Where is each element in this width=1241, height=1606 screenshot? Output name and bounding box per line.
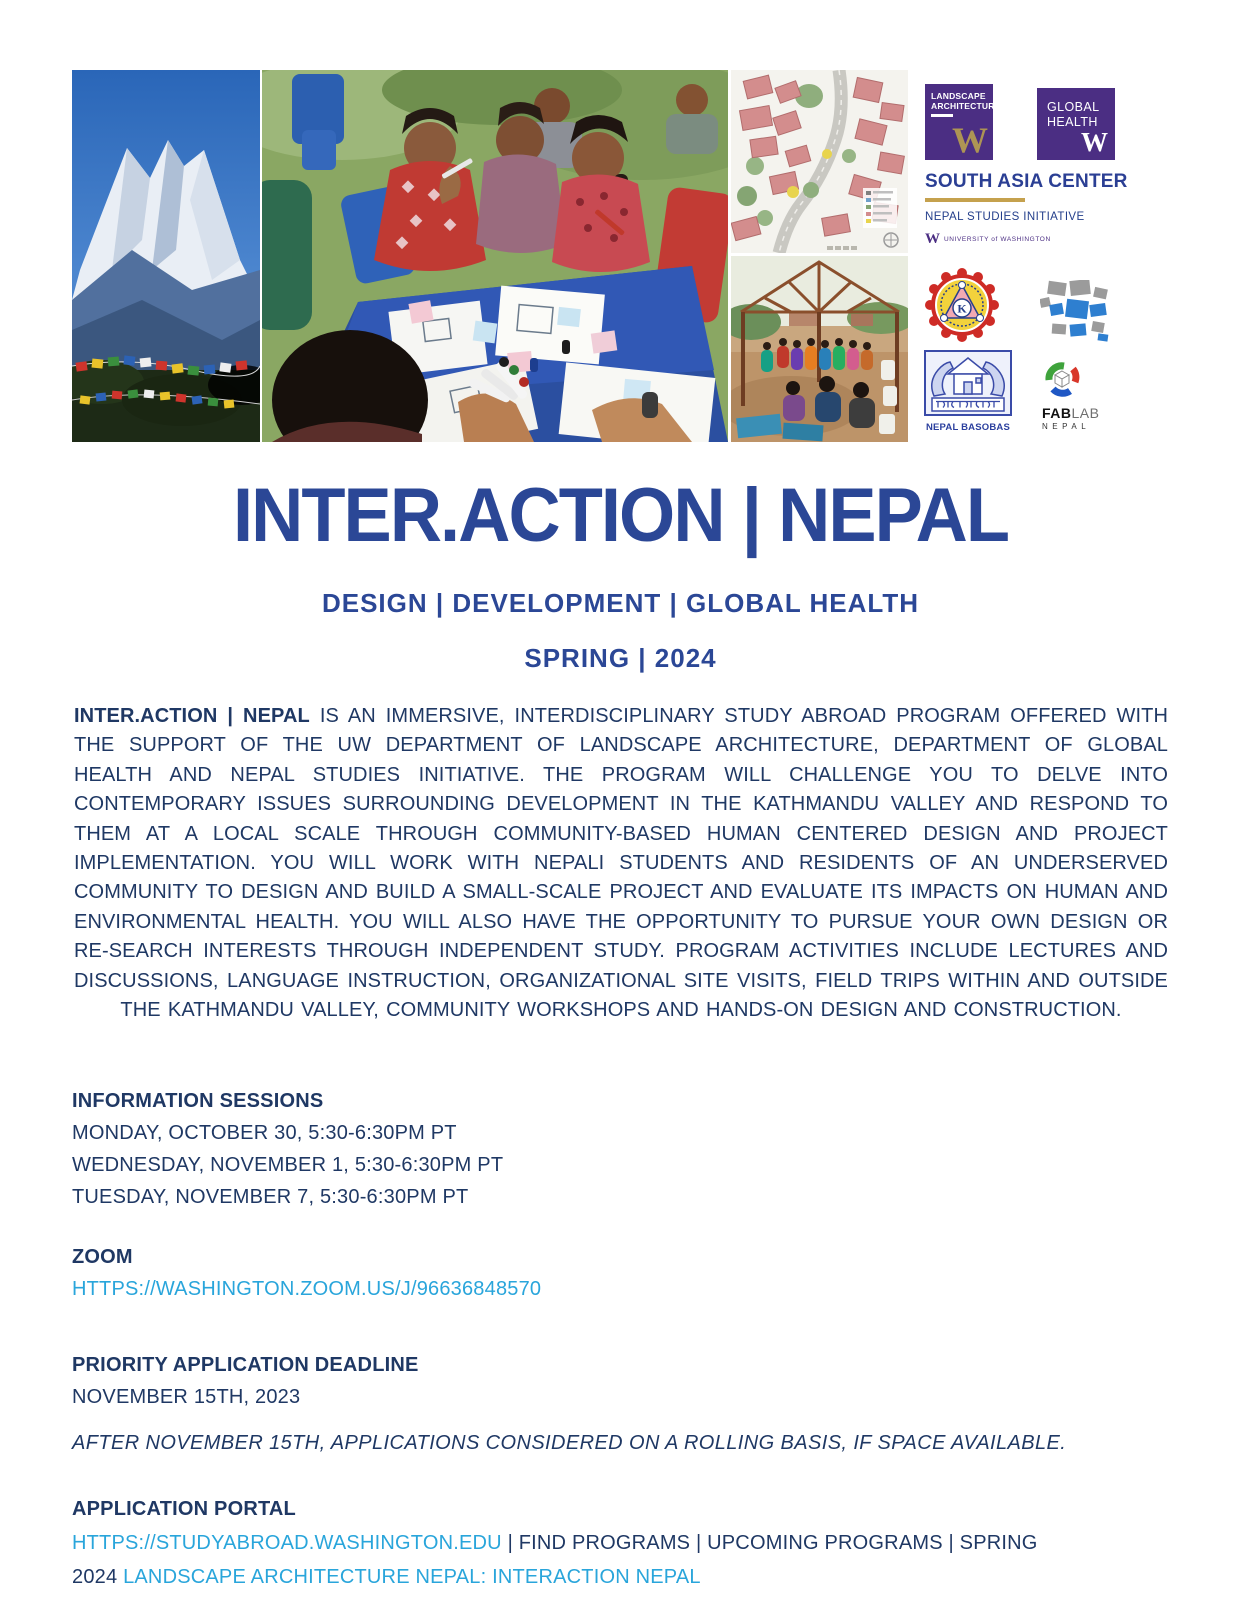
information-sessions-heading: INFORMATION SESSIONS <box>72 1090 324 1112</box>
portal-line-1 <box>72 1526 1038 1560</box>
zoom-link[interactable]: HTTPS://WASHINGTON.ZOOM.US/J/96636848570 <box>72 1278 542 1300</box>
information-sessions-section <box>72 1085 503 1213</box>
gold-bar-decoration <box>925 198 1025 202</box>
urban-blocks-logo <box>1040 280 1112 342</box>
program-season: SPRING | 2024 <box>524 643 717 673</box>
session-item: TUESDAY, NOVEMBER 7, 5:30-6:30PM PT <box>72 1186 469 1208</box>
uw-w-icon: W <box>1081 127 1108 157</box>
program-description <box>74 702 1168 1025</box>
nepal-basobas-label: NEPAL BASOBAS <box>925 422 1011 433</box>
fablab-nepal-logo <box>1042 360 1114 431</box>
south-asia-center-title: SOUTH ASIA CENTER <box>925 171 1128 192</box>
uw-wordmark-text: UNIVERSITY of WASHINGTON <box>944 236 1051 243</box>
fablab-lab-text: LAB <box>1071 405 1100 421</box>
uw-w-icon: W <box>925 231 940 247</box>
la-logo-line1: LANDSCAPE <box>931 91 986 101</box>
program-description-body: IS AN IMMERSIVE, INTERDISCIPLINARY STUDY ABROAD PROGRAM OFFERED WITH THE SUPPORT OF THE UW DEPARTMENT OF LANDSCAPE ARCHITECTURE, DEPARTMENT OF GLOBAL HEALTH AND NEPAL STUDIES INITIATIVE. THE PROGRAM WILL CHALLENGE YOU TO DELVE INTO CONTEMPORARY ISSUES SURROUNDING DEVELOPMENT IN THE KATHMANDU VALLEY AND RESPOND TO THEM AT A LOCAL SCALE THROUGH COMMUNITY-BASED HUMAN CENTERED DESIGN AND PROJECT IMPLEMENTATION. YOU WILL WORK WITH NEPALI STUDENTS AND RESIDENTS OF AN UNDERSERVED COMMUNITY TO DESIGN AND BUILD A SMALL-SCALE PROJECT AND EVALUATE ITS IMPACTS ON HUMAN AND ENVIRONMENTAL HEALTH. YOU WILL ALSO HAVE THE OPPORTUNITY TO PURSUE YOUR OWN DESIGN OR RE-SEARCH INTERESTS THROUGH INDEPENDENT STUDY. PROGRAM ACTIVITIES INCLUDE LECTURES AND DISCUSSIONS, LANGUAGE INSTRUCTION, ORGANIZATIONAL SITE VISITS, FIELD TRIPS WITHIN AND OUTSIDE THE KATHMANDU VALLEY, COMMUNITY WORKSHOPS AND HANDS-ON DESIGN AND CONSTRUCTION. <box>74 705 1168 1022</box>
deadline-heading: PRIORITY APPLICATION DEADLINE <box>72 1354 419 1376</box>
landscape-architecture-logo <box>925 84 1001 160</box>
portal-breadcrumb-text: | FIND PROGRAMS | UPCOMING PROGRAMS | SPRING <box>501 1532 1038 1554</box>
application-portal-section <box>72 1492 1038 1594</box>
uw-w-icon: W <box>952 120 988 160</box>
kathmandu-university-emblem <box>925 268 999 342</box>
uw-wordmark <box>925 231 1125 248</box>
nepal-basobas-logo <box>922 350 1014 433</box>
portal-heading: APPLICATION PORTAL <box>72 1498 296 1520</box>
la-logo-rule <box>931 114 953 117</box>
south-asia-center-logo <box>925 171 1128 248</box>
ku-letter: K <box>957 301 967 316</box>
fablab-icon <box>1042 360 1082 398</box>
mountain-photo <box>72 70 260 442</box>
page-title: INTER.ACTION | NEPAL <box>232 473 1009 558</box>
global-health-logo <box>1037 88 1115 160</box>
fablab-nepal-text: NEPAL <box>1042 422 1091 431</box>
deadline-date: NOVEMBER 15TH, 2023 <box>72 1386 301 1408</box>
session-item: MONDAY, OCTOBER 30, 5:30-6:30PM PT <box>72 1122 457 1144</box>
session-item: WEDNESDAY, NOVEMBER 1, 5:30-6:30PM PT <box>72 1154 504 1176</box>
nepal-studies-initiative-label: NEPAL STUDIES INITIATIVE <box>925 211 1085 223</box>
program-name-lead: INTER.ACTION | NEPAL <box>74 705 310 727</box>
zoom-heading: ZOOM <box>72 1246 133 1268</box>
rolling-basis-note: AFTER NOVEMBER 15TH, APPLICATIONS CONSIDERED ON A ROLLING BASIS, IF SPACE AVAILABLE. <box>72 1432 1067 1454</box>
portal-line-2 <box>72 1560 1038 1594</box>
la-logo-line2: ARCHITECTURE <box>931 101 1001 111</box>
fablab-fab-text: FAB <box>1042 405 1072 421</box>
program-page-link[interactable]: LANDSCAPE ARCHITECTURE NEPAL: INTERACTION NEPAL <box>123 1566 701 1588</box>
community-tent-photo <box>731 256 908 442</box>
deadline-section <box>72 1349 419 1413</box>
studyabroad-link[interactable]: HTTPS://STUDYABROAD.WASHINGTON.EDU <box>72 1532 502 1554</box>
site-plan-photo <box>731 70 908 253</box>
gh-logo-line1: GLOBAL <box>1047 100 1100 114</box>
workshop-photo <box>262 70 728 442</box>
map-legend-decoration <box>863 188 897 228</box>
page-subtitle: DESIGN | DEVELOPMENT | GLOBAL HEALTH <box>321 588 920 618</box>
portal-year-text: 2024 <box>72 1566 124 1588</box>
gh-logo-line2: HEALTH <box>1047 115 1098 129</box>
zoom-section <box>72 1241 541 1305</box>
